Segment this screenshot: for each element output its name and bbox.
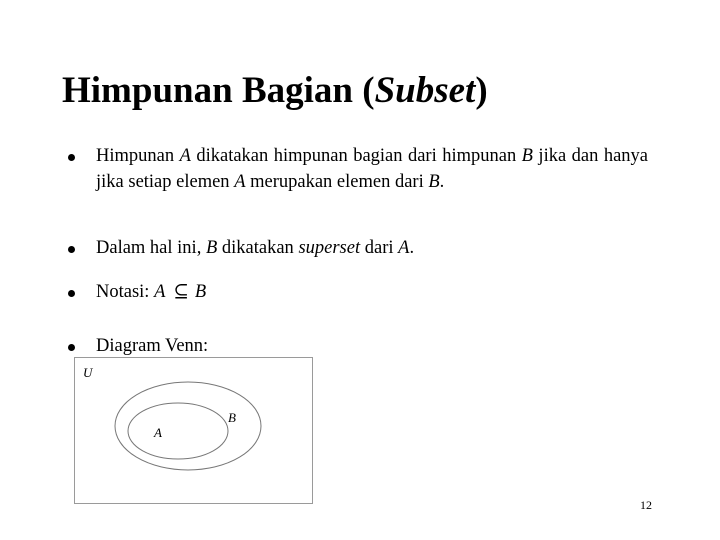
bullet-superset: [64, 235, 648, 261]
universe-rectangle: [75, 358, 313, 504]
bullet-definition: [64, 143, 648, 195]
title-close: ): [475, 70, 488, 111]
slide-title: [62, 72, 488, 109]
text-segment: .: [409, 238, 415, 258]
bullet-venn-text: Diagram Venn:: [96, 336, 209, 356]
var-b: B: [428, 172, 440, 192]
bullet-dot-icon: [68, 344, 75, 351]
set-b-ellipse: [115, 382, 261, 470]
bullet-definition-text: [96, 143, 648, 195]
text-segment: Himpunan: [96, 146, 180, 166]
bullet-notation-text: [96, 279, 648, 305]
text-segment: .: [439, 172, 445, 192]
var-b: B: [521, 146, 533, 166]
bullet-dot-icon: [68, 290, 75, 297]
term-superset: superset: [298, 238, 361, 258]
notation-label: Notasi:: [96, 282, 155, 302]
var-a: A: [398, 238, 410, 258]
bullet-dot-icon: [68, 154, 75, 161]
title-italic-subset: Subset: [374, 70, 476, 111]
bullet-dot-icon: [68, 246, 75, 253]
text-segment: jika dan hanya jika setiap elemen: [96, 146, 648, 192]
var-a: A: [154, 282, 166, 302]
var-a: A: [179, 146, 191, 166]
set-b-label: B: [228, 410, 236, 425]
text-segment: merupakan elemen dari: [245, 172, 429, 192]
var-a: A: [234, 172, 246, 192]
page-number: 12: [640, 498, 652, 512]
bullet-venn: [64, 333, 648, 359]
text-segment: Dalam hal ini,: [96, 238, 206, 258]
text-segment: dari: [360, 238, 399, 258]
title-main: Himpunan Bagian (: [62, 70, 375, 111]
venn-diagram: [74, 357, 314, 505]
text-segment: dikatakan: [217, 238, 299, 258]
text-segment: dikatakan himpunan bagian dari himpunan: [190, 146, 522, 166]
var-b: B: [205, 238, 218, 258]
universe-label: U: [83, 365, 93, 380]
bullet-superset-text: [96, 235, 648, 261]
set-a-label: A: [154, 425, 162, 440]
var-b: B: [194, 282, 207, 302]
set-a-ellipse: [128, 403, 228, 459]
subset-symbol: ⊆: [173, 282, 189, 302]
bullet-notation: [64, 279, 648, 305]
